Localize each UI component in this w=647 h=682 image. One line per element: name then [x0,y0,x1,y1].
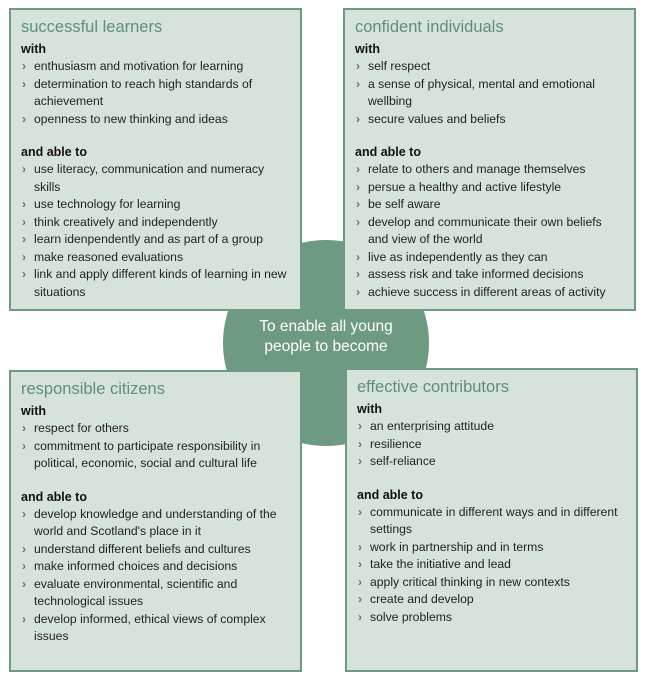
list-item: › communicate in different ways and in different settings [357,504,626,539]
with-list [21,420,290,473]
center-caption [233,317,419,357]
quadrant-title: effective contributors [357,378,509,396]
list-item: › an enterprising attitude [357,418,626,436]
able-to-list [21,161,290,301]
list-item: › assess risk and take informed decisions [355,266,624,284]
quadrant-successful-learners [9,8,302,311]
list-item: › openness to new thinking and ideas [21,111,290,129]
list-item: › evaluate environmental, scientific and technological issues [21,576,290,611]
list-item: › live as independently as they can [355,249,624,267]
list-item: › secure values and beliefs [355,111,624,129]
with-heading: with [21,404,46,418]
able-to-heading: and able to [357,487,423,502]
list-item: › self-reliance [357,453,626,471]
with-list [21,58,290,128]
with-list [355,58,624,128]
list-item: › understand different beliefs and cultures [21,541,290,559]
list-item: › make informed choices and decisions [21,558,290,576]
able-to-heading: and able to [355,145,421,159]
able-to-list [355,161,624,301]
list-item: › a sense of physical, mental and emotional wellbing [355,76,624,111]
list-item: › learn idenpendently and as part of a group [21,231,290,249]
quadrant-title: responsible citizens [21,380,165,398]
list-item: › respect for others [21,420,290,438]
able-to-heading: and able to [21,489,87,504]
list-item: › make reasoned evaluations [21,249,290,267]
list-item: › solve problems [357,609,626,627]
list-item: › commitment to participate responsibility in political, economic, social and cultural life [21,438,290,473]
list-item: › apply critical thinking in new contexts [357,574,626,592]
list-item: › link and apply different kinds of learning in new situations [21,266,290,301]
list-item: › use technology for learning [21,196,290,214]
list-item: › relate to others and manage themselves [355,161,624,179]
list-item: › achieve success in different areas of activity [355,284,624,302]
list-item: › use literacy, communication and numeracy skills [21,161,290,196]
with-heading: with [357,402,382,416]
list-item: › resilience [357,436,626,454]
list-item: › take the initiative and lead [357,556,626,574]
quadrant-effective-contributors [345,368,638,672]
list-item: › develop informed, ethical views of complex issues [21,611,290,646]
list-item: › enthusiasm and motivation for learning [21,58,290,76]
able-to-list [21,506,290,646]
quadrant-title: successful learners [21,18,163,36]
quadrant-confident-individuals [343,8,636,311]
list-item: › self respect [355,58,624,76]
quadrant-responsible-citizens [9,370,302,672]
list-item: › develop and communicate their own beliefs and view of the world [355,214,624,249]
center-caption-line-1: To enable all young [259,318,393,335]
quadrant-title: confident individuals [355,18,504,36]
able-to-list [357,504,626,627]
with-list [357,418,626,471]
able-to-heading: and able to [21,145,87,159]
center-caption-line-2: people to become [264,338,388,355]
list-item: › persue a healthy and active lifestyle [355,179,624,197]
list-item: › work in partnership and in terms [357,539,626,557]
list-item: › create and develop [357,591,626,609]
list-item: › determination to reach high standards of achievement [21,76,290,111]
list-item: › think creatively and independently [21,214,290,232]
with-heading: with [21,42,46,56]
list-item: › develop knowledge and understanding of the world and Scotland's place in it [21,506,290,541]
list-item: › be self aware [355,196,624,214]
with-heading: with [355,42,380,56]
